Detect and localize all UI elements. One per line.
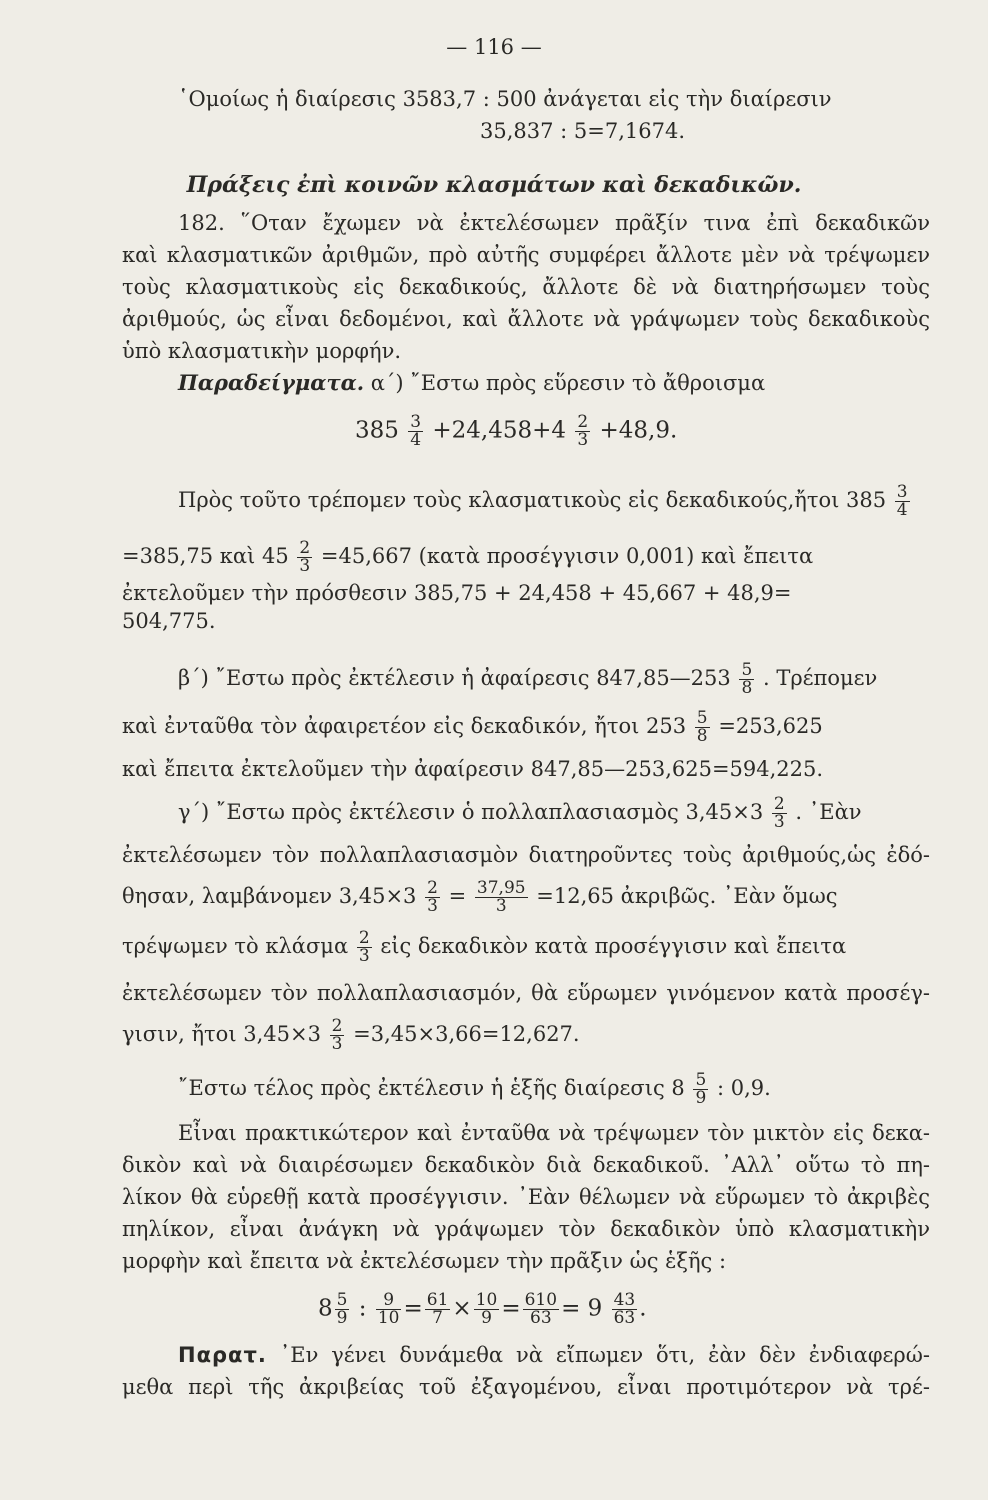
fraction: $\frac{2}{3}$ [773,794,785,832]
text-line [178,1072,771,1107]
examples-label: Παραδείγματα. [178,370,365,395]
text-span: β΄) ῎Εστω πρὸς ἐκτέλεσιν ἡ ἀφαίρεσις 847,85—253 [178,666,731,690]
text-span: . Τρέπομεν [762,666,878,690]
text-line: δικὸν καὶ νὰ διαιρέσωμεν δεκαδικὸν διὰ δεκαδικοῦ. ᾿Αλλ᾿ οὕτω τὸ πη- [122,1153,930,1177]
fraction: $\frac{3}{4}$ [896,482,908,520]
fraction: $\frac{5}{9}$ [336,1290,348,1328]
fraction: $\frac{2}{3}$ [299,538,311,576]
text-span: =385,75 καὶ 45 [122,544,289,568]
text-line [122,880,838,915]
text-line: ὑπὸ κλασματικὴν μορφήν. [122,339,402,363]
fraction: $\frac{2}{3}$ [358,928,370,966]
fraction: $\frac{2}{3}$ [577,412,589,450]
eq-term: = [403,1295,423,1322]
fraction: $\frac{43}{63}$ [613,1290,636,1328]
text-line [122,710,823,745]
eq-term: = 9 [561,1295,603,1322]
text-span: ᾿Εν γένει δυνάμεθα νὰ εἴπωμεν ὅτι, ἐὰν δὲν ἐνδιαφερώ- [279,1343,930,1367]
text-line: ἐκτελέσωμεν τὸν πολλαπλασιασμὸν διατηροῦντες τοὺς ἀριθμούς,ὡς ἐδό- [122,843,930,867]
text-line: μεθα περὶ τῆς ἀκριβείας τοῦ ἐξαγομένου, εἶναι προτιμότερον νὰ τρέ- [122,1375,930,1399]
text-span: =45,667 (κατὰ προσέγγισιν 0,001) καὶ ἔπειτα [320,544,814,568]
text-line: τοὺς κλασματικοὺς εἰς δεκαδικούς, ἄλλοτε δὲ νὰ διατηρήσωμεν τοὺς [122,275,930,299]
section-heading: Πράξεις ἐπὶ κοινῶν κλασμάτων καὶ δεκαδικῶν. [186,172,802,198]
text-span: καὶ ἐνταῦθα τὸν ἀφαιρετέον εἰς δεκαδικόν, ἤτοι 253 [122,714,687,738]
text-span: = [448,884,467,908]
text-span: ῎Εστω τέλος πρὸς ἐκτέλεσιν ἡ ἑξῆς διαίρεσις 8 [178,1076,685,1100]
page-number: — 116 — [446,35,542,59]
eq-term: = [501,1295,521,1322]
text-line: ῾Ομοίως ἡ διαίρεσις 3583,7 : 500 ἀνάγεται εἰς τὴν διαίρεσιν [178,87,832,111]
text-span: =3,45×3,66=12,627. [353,1022,580,1046]
text-span: τρέψωμεν τὸ κλάσμα [122,934,349,958]
text-line: καὶ ἔπειτα ἐκτελοῦμεν τὴν ἀφαίρεσιν 847,85—253,625=594,225. [122,757,824,781]
text-span: εἰς δεκαδικὸν κατὰ προσέγγισιν καὶ ἔπειτα [380,934,847,958]
fraction: $\frac{5}{8}$ [741,660,753,698]
fraction: $\frac{5}{9}$ [695,1070,707,1108]
fraction: $\frac{10}{9}$ [475,1290,498,1328]
fraction: $\frac{2}{3}$ [331,1016,343,1054]
fraction: $\frac{2}{3}$ [427,878,438,916]
eq-term: × [452,1295,472,1322]
note-line [178,1340,930,1370]
text-line [178,796,862,831]
text-line: 504,775. [122,609,216,633]
eq-term: 8 [318,1295,333,1322]
text-line: ἀριθμούς, ὡς εἶναι δεδομένοι, καὶ ἄλλοτε νὰ γράψωμεν τοὺς δεκαδικοὺς [122,307,930,331]
fraction: $\frac{5}{8}$ [696,708,708,746]
text-line: ἐκτελοῦμεν τὴν πρόσθεσιν 385,75 + 24,458 + 45,667 + 48,9= [122,581,792,605]
text-span: =12,65 ἀκριβῶς. ᾿Εὰν ὅμως [536,884,838,908]
text-span: : 0,9. [716,1076,771,1100]
eq-term: : [358,1295,367,1322]
text-line: πηλίκον, εἶναι ἀνάγκη νὰ γράψωμεν τὸν δεκαδικὸν ὑπὸ κλασματικὴν [122,1217,930,1241]
text-line: ἐκτελέσωμεν τὸν πολλαπλασιασμόν, θὰ εὕρωμεν γινόμενον κατὰ προσέγ- [122,981,930,1005]
text-line: 182. ῞Οταν ἔχωμεν νὰ ἐκτελέσωμεν πρᾶξίν τινα ἐπὶ δεκαδικῶν [178,211,930,235]
text-line [122,540,813,575]
eq-term: +48,9. [599,417,678,444]
fraction: $\frac{3}{4}$ [410,412,422,450]
text-line: λίκον θὰ εὑρεθῇ κατὰ προσέγγισιν. ᾿Εὰν θέλωμεν νὰ εὕρωμεν τὸ ἀκριβὲς [122,1185,930,1209]
eq-term: 385 [355,417,399,444]
eq-term: +24,458+4 [432,417,567,444]
text-line [122,930,846,965]
equation [355,414,677,449]
text-span: α΄) ῎Εστω πρὸς εὕρεσιν τὸ ἄθροισμα [370,371,766,395]
equation [318,1292,647,1327]
text-line: 35,837 : 5=7,1674. [480,119,686,143]
eq-term: . [639,1295,647,1322]
text-line: μορφὴν καὶ ἔπειτα νὰ ἐκτελέσωμεν τὴν πρᾶξιν ὡς ἑξῆς : [122,1249,727,1273]
text-line: Εἶναι πρακτικώτερον καὶ ἐνταῦθα νὰ τρέψωμεν τὸν μικτὸν εἰς δεκα- [178,1121,930,1145]
examples-line [178,368,765,398]
fraction: $\frac{37,95}{3}$ [476,878,526,916]
text-span: γ΄) ῎Εστω πρὸς ἐκτέλεσιν ὁ πολλαπλασιασμὸς 3,45×3 [178,800,764,824]
text-span: =253,625 [718,714,823,738]
note-label: Παρατ. [178,1343,267,1367]
text-span: . ᾿Εὰν [795,800,862,824]
fraction: $\frac{61}{7}$ [426,1290,449,1328]
text-span: Πρὸς τοῦτο τρέπομεν τοὺς κλασματικοὺς εἰς δεκαδικούς,ἤτοι 385 [178,488,887,512]
text-line [178,484,912,519]
fraction: $\frac{610}{63}$ [524,1290,558,1328]
text-span: γισιν, ἤτοι 3,45×3 [122,1022,321,1046]
text-line [122,1018,580,1053]
text-line [178,662,877,697]
fraction: $\frac{9}{10}$ [377,1290,400,1328]
text-line: καὶ κλασματικῶν ἀριθμῶν, πρὸ αὐτῆς συμφέρει ἄλλοτε μὲν νὰ τρέψωμεν [122,243,930,267]
text-span: θησαν, λαμβάνομεν 3,45×3 [122,884,417,908]
